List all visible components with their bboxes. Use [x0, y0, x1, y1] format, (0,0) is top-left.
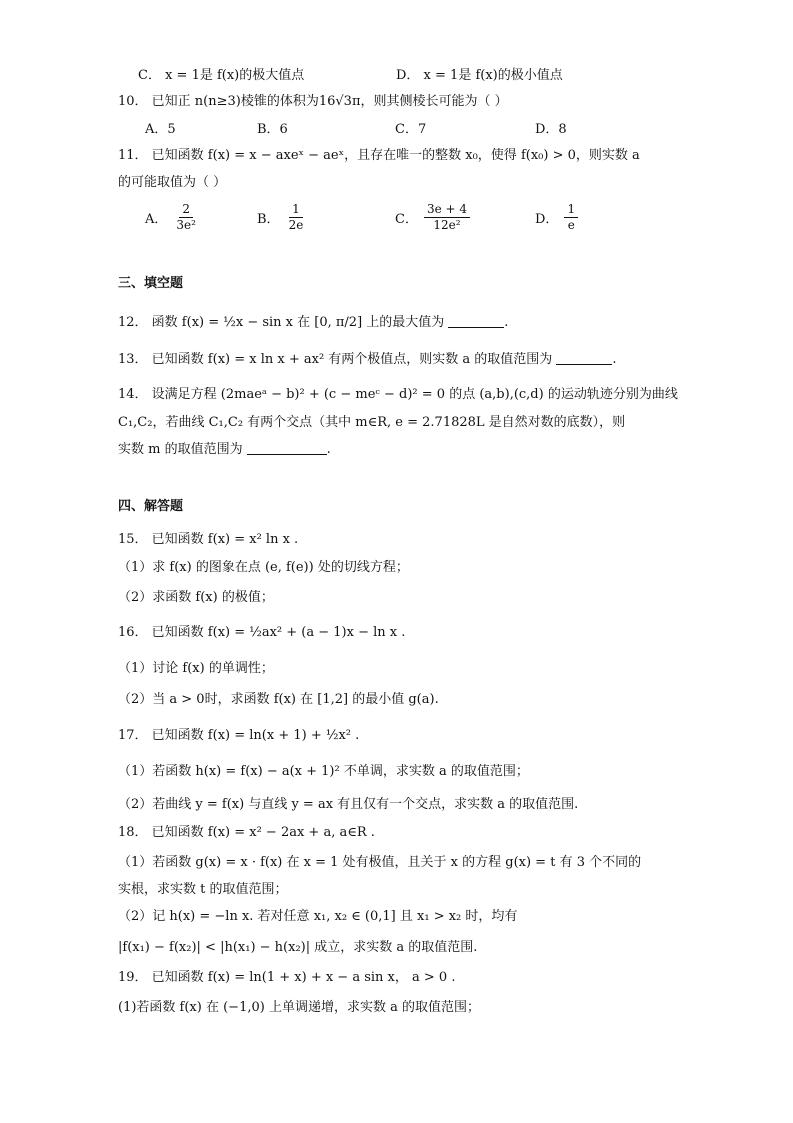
q11-option-d-denominator: e	[567, 217, 575, 232]
q12	[118, 313, 508, 333]
q10-option-d: D．8	[535, 122, 567, 137]
q19-stem: 19． 已知函数 f(x) = ln(1 + x) + x − a sin x， a > 0 .	[118, 970, 456, 985]
q11-option-c-denominator: 12e²	[433, 217, 461, 232]
q11-option-a-letter: A．	[145, 211, 168, 227]
q10-stem: 10． 已知正 n(n≥3)棱锥的体积为16√3π，则其侧棱长可能为（ ）	[118, 94, 508, 109]
q16-part2: （2）当 a > 0时，求函数 f(x) 在 [1,2] 的最小值 g(a).	[118, 692, 439, 707]
q13-end: .	[612, 352, 617, 367]
q15-part2: （2）求函数 f(x) 的极值；	[118, 590, 274, 605]
q11-stem-line2: 的可能取值为（ ）	[118, 175, 227, 190]
q11-option-d-numerator: 1	[564, 202, 578, 218]
q11-option-c-letter: C．	[395, 211, 418, 227]
q10-option-c: C．7	[395, 122, 427, 137]
q14-line2: C₁,C₂，若曲线 C₁,C₂ 有两个交点（其中 m∈R, e = 2.71828L 是自然对数的底数），则	[118, 415, 626, 430]
section3-title: 三、填空题	[118, 276, 184, 291]
q12-answer-blank	[448, 313, 504, 328]
q11-option-a-numerator: 2	[179, 202, 193, 218]
q14-line3	[118, 440, 331, 460]
q11-option-d-fraction	[564, 202, 578, 233]
q14-end: .	[326, 442, 331, 457]
q18-part2-line2: |f(x₁) − f(x₂)| < |h(x₁) − h(x₂)| 成立，求实数 a 的取值范围.	[118, 940, 478, 955]
q9-options	[138, 66, 778, 86]
q11-option-b-numerator: 1	[289, 202, 303, 218]
q11-stem-line1: 11． 已知函数 f(x) = x − axeˣ − aeˣ，且存在唯一的整数 x₀，使得 f(x₀) > 0，则实数 a	[118, 148, 640, 163]
q11-option-c	[395, 200, 470, 234]
q15-stem: 15． 已知函数 f(x) = x² ln x .	[118, 532, 299, 547]
q10-option-b: B．6	[257, 122, 288, 137]
q17-part1: （1）若函数 h(x) = f(x) − a(x + 1)² 不单调，求实数 a 的取值范围；	[118, 764, 529, 779]
q11-option-b-fraction	[286, 202, 307, 233]
q10-options	[145, 120, 785, 140]
q11-option-a-fraction	[173, 202, 199, 233]
q18-part1-line1: （1）若函数 g(x) = x · f(x) 在 x = 1 处有极值，且关于 x 的方程 g(x) = t 有 3 个不同的	[118, 855, 642, 870]
q11-option-c-numerator: 3e + 4	[424, 202, 470, 218]
q10-option-a: A．5	[145, 122, 176, 137]
q11-option-a-denominator: 3e²	[176, 217, 196, 232]
q14-text: 实数 m 的取值范围为	[118, 442, 243, 457]
q13	[118, 350, 616, 370]
q11-option-b-denominator: 2e	[288, 217, 304, 232]
q12-end: .	[504, 315, 509, 330]
q9-option-d: D． x = 1是 f(x)的极小值点	[396, 68, 563, 83]
q11-option-a	[145, 200, 199, 234]
q9-option-c: C． x = 1是 f(x)的极大值点	[138, 68, 305, 83]
q11-option-b-letter: B．	[257, 211, 280, 227]
q16-stem: 16． 已知函数 f(x) = ½ax² + (a − 1)x − ln x .	[118, 625, 406, 640]
q11-options	[145, 200, 785, 234]
q18-part1-line2: 实根，求实数 t 的取值范围；	[118, 882, 288, 897]
q19-part1: (1)若函数 f(x) 在 (−1,0) 上单调递增，求实数 a 的取值范围；	[118, 1000, 480, 1015]
q16-part1: （1）讨论 f(x) 的单调性；	[118, 661, 274, 676]
q13-text: 13． 已知函数 f(x) = x ln x + ax² 有两个极值点，则实数 a 的取值范围为	[118, 352, 553, 367]
q11-option-c-fraction	[424, 202, 470, 233]
q11-option-d-letter: D．	[535, 211, 559, 227]
q17-stem: 17． 已知函数 f(x) = ln(x + 1) + ½x² .	[118, 728, 360, 743]
q18-stem: 18． 已知函数 f(x) = x² − 2ax + a, a∈R .	[118, 825, 375, 840]
q14-line1: 14． 设满足方程 (2maeᵃ − b)² + (c − meᶜ − d)² = 0 的点 (a,b),(c,d) 的运动轨迹分别为曲线	[118, 387, 678, 402]
q13-answer-blank	[556, 350, 612, 365]
section4-title: 四、解答题	[118, 499, 184, 514]
q12-text: 12． 函数 f(x) = ½x − sin x 在 [0, π/2] 上的最大值为	[118, 315, 445, 330]
q14-answer-blank	[247, 440, 327, 455]
q15-part1: （1）求 f(x) 的图象在点 (e, f(e)) 处的切线方程；	[118, 560, 409, 575]
q11-option-d	[535, 200, 578, 234]
q17-part2: （2）若曲线 y = f(x) 与直线 y = ax 有且仅有一个交点，求实数 a 的取值范围.	[118, 797, 579, 812]
q18-part2-line1: （2）记 h(x) = −ln x. 若对任意 x₁, x₂ ∈ (0,1] 且 x₁ > x₂ 时，均有	[118, 909, 518, 924]
q11-option-b	[257, 200, 306, 234]
